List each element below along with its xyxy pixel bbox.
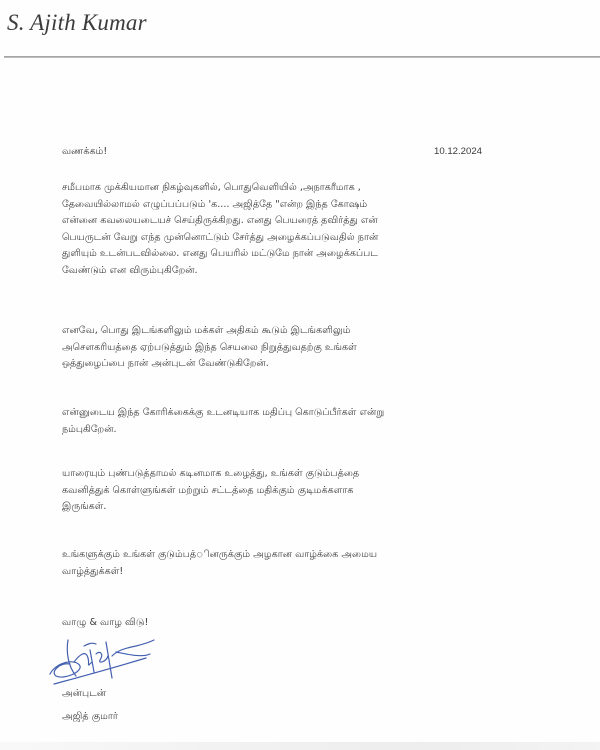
paragraph-line: துளியும் உடன்படவில்லை. எனது பெயரில் மட்டுமே நான் அழைக்கப்பட <box>62 248 378 259</box>
sign-off: அன்புடன் <box>62 688 107 699</box>
paragraph-5 <box>62 547 532 580</box>
paragraph-line: உங்களுக்கும் உங்கள் குடும்பத்ினருக்கும் அழகான வாழ்க்கை அமைய <box>62 549 378 560</box>
signature-icon <box>46 632 156 692</box>
closing-line: வாழு & வாழ விடு! <box>62 617 149 628</box>
paragraph-line: எனவே, பொது இடங்களிலும் மக்கள் அதிகம் கூடும் இடங்களிலும் <box>62 325 351 336</box>
paragraph-line: யாரையும் புண்படுத்தாமல் கடினமாக உழைத்து, உங்கள் குடும்பத்தை <box>62 468 360 479</box>
paragraph-line: பெயருடன் வேறு எந்த முன்னொட்டும் சேர்த்து அழைக்கப்படுவதில் நான் <box>62 231 379 243</box>
paragraph-line: அசௌகரியத்தை ஏற்படுத்தும் இந்த செயலை நிறுத்துவதற்கு உங்கள் <box>62 341 357 353</box>
paragraph-line: நம்புகிறேன். <box>62 423 117 435</box>
greeting-row <box>62 146 482 158</box>
paragraph-line: என்னுடைய இந்த கோரிக்கைக்கு உடனடியாக மதிப்பு கொடுப்பீர்கள் என்று <box>62 407 385 418</box>
paragraph-line: வேண்டும் என விரும்புகிறேன். <box>62 264 198 276</box>
letter-date: 10.12.2024 <box>434 146 483 157</box>
paragraph-1 <box>62 180 532 279</box>
letterhead-name: S. Ajith Kumar <box>7 10 147 35</box>
paragraph-2 <box>62 323 532 373</box>
paragraph-line: சமீபமாக முக்கியமான நிகழ்வுகளில், பொதுவெளியில் ,அநாகரீமாக , <box>62 182 361 193</box>
paragraph-line: வாழ்த்துக்கள்! <box>62 565 124 577</box>
greeting: வணக்கம்! <box>62 146 108 157</box>
header-divider <box>4 56 600 58</box>
signer-name: அஜித் குமார் <box>62 711 118 722</box>
paragraph-line: கவனித்துக் கொள்ளுங்கள் மற்றும் சட்டத்தை மதிக்கும் குடிமக்களாக <box>62 484 354 496</box>
paragraph-line: தேவையில்லாமல் எழுப்பப்படும் 'க.... அஜித்தே "என்ற இந்த கோஷம் <box>62 198 368 210</box>
paragraph-4 <box>62 466 532 516</box>
paragraph-line: ஒத்துழைப்பை நான் அன்புடன் வேண்டுகிறேன். <box>62 358 269 369</box>
page-bottom-edge <box>0 742 600 750</box>
paragraph-line: என்னை கவலையடையச் செய்திருக்கிறது. எனது பெயரைத் தவிர்த்து என் <box>62 215 378 226</box>
paragraph-line: இருங்கள். <box>62 501 107 512</box>
paragraph-3 <box>62 405 532 438</box>
